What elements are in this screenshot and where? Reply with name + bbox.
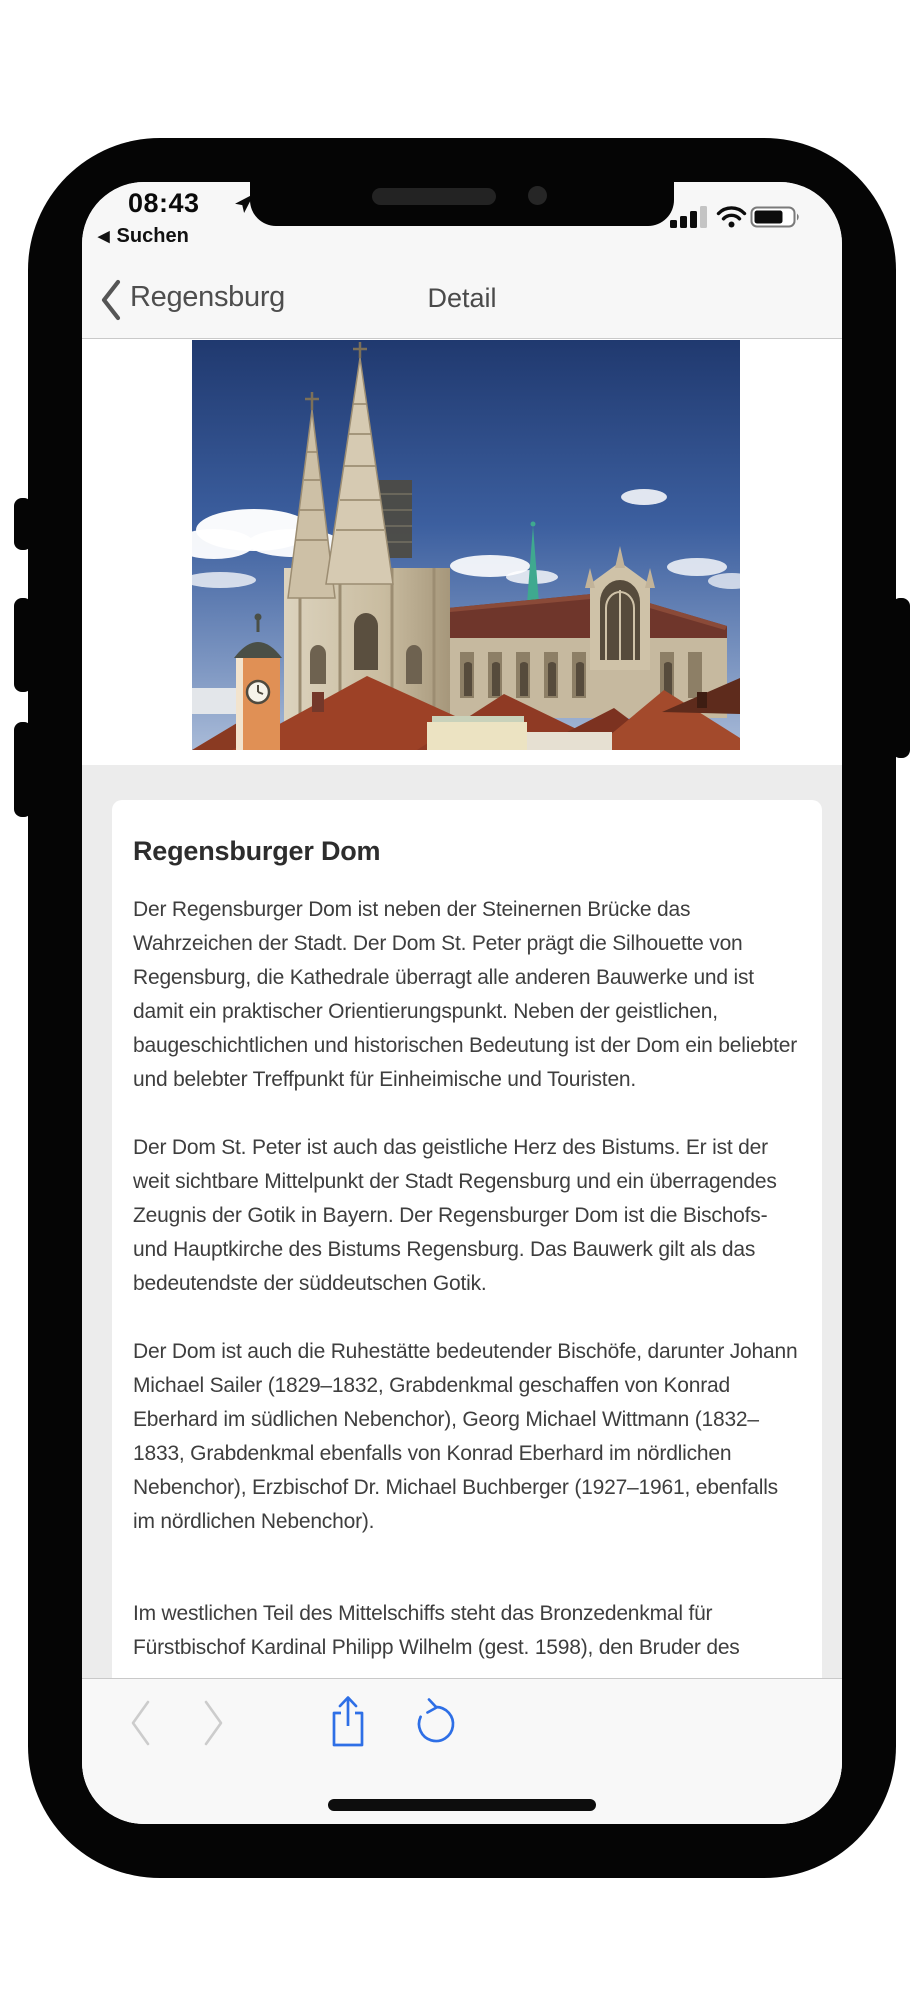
bottom-toolbar xyxy=(82,1678,842,1824)
iphone-frame xyxy=(28,138,896,1878)
speaker-grille xyxy=(372,188,496,205)
back-to-app-label: Suchen xyxy=(116,225,189,247)
cathedral-photo xyxy=(192,340,740,750)
cellular-signal-icon xyxy=(670,205,708,229)
notch xyxy=(250,182,674,226)
battery-icon xyxy=(750,205,802,229)
article-heading: Regensburger Dom xyxy=(133,836,381,866)
history-back-icon[interactable] xyxy=(128,1698,154,1748)
nav-back-button[interactable]: Regensburg xyxy=(130,281,285,313)
page-title: Detail xyxy=(427,283,497,313)
screen xyxy=(82,182,842,1824)
front-camera xyxy=(528,186,547,205)
status-time: 08:43 xyxy=(128,188,200,218)
reload-icon[interactable] xyxy=(412,1697,460,1749)
article-paragraph: Der Dom St. Peter ist auch das geistliche Herz des Bistums. Er ist der weit sichtbare Mittelpunkt der Stadt Regensburg und ein überragendes Zeugnis der Gotik in Bayern. Der Regensburger Dom ist die Bischofs- und Hauptkirche des Bistums Regensburg. Das Bauwerk gilt als das bedeutendste der süddeutschen Gotik. xyxy=(133,1136,777,1295)
back-triangle-icon: ◀ xyxy=(98,228,110,245)
photo-section xyxy=(82,339,842,765)
article-card xyxy=(112,800,822,1710)
article-paragraph: Der Regensburger Dom ist neben der Steinernen Brücke das Wahrzeichen der Stadt. Der Dom St. Peter prägt die Silhouette von Regensburg, die Kathedrale überragt alle anderen Bauwerke und ist damit ein praktischer Orientierungspunkt. Neben der geistlichen, baugeschichtlichen und historischen Bedeutung ist der Dom ein beliebter und belebter Treffpunkt für Einheimische und Touristen. xyxy=(133,898,798,1091)
article-paragraph: Der Dom ist auch die Ruhestätte bedeutender Bischöfe, darunter Johann Michael Sailer (1829–1832, Grabdenkmal geschaffen von Konrad Eberhard im südlichen Nebenchor), Georg Michael Wittmann (1832–1833, Grabdenkmal ebenfalls von Konrad Eberhard im nördlichen Nebenchor), Erzbischof Dr. Michael Buchberger (1927–1961, ebenfalls im nördlichen Nebenchor). xyxy=(133,1340,798,1533)
share-icon[interactable] xyxy=(328,1693,368,1751)
article-paragraph: Im westlichen Teil des Mittelschiffs steht das Bronzedenkmal für Fürstbischof Kardinal Philipp Wilhelm (gest. 1598), den Bruder des xyxy=(133,1602,740,1659)
back-to-app-button[interactable] xyxy=(98,225,189,248)
home-indicator[interactable] xyxy=(328,1799,596,1811)
wifi-icon xyxy=(716,205,747,229)
history-forward-icon[interactable] xyxy=(200,1698,226,1748)
